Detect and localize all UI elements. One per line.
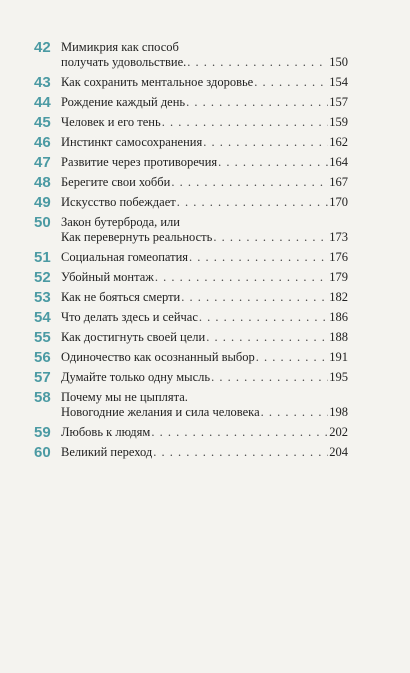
dot-leader xyxy=(199,310,328,325)
dot-leader xyxy=(261,405,329,420)
chapter-number: 56 xyxy=(34,349,51,366)
chapter-number: 42 xyxy=(34,39,51,56)
chapter-title-block xyxy=(61,135,348,150)
chapter-number: 48 xyxy=(34,174,51,191)
chapter-number: 50 xyxy=(34,214,51,231)
chapter-number: 51 xyxy=(34,249,51,266)
chapter-number: 43 xyxy=(34,74,51,91)
dot-leader xyxy=(177,195,329,210)
chapter-title-line xyxy=(61,175,348,190)
page-number: 195 xyxy=(329,370,348,384)
chapter-title: Что делать здесь и сейчас xyxy=(61,310,198,324)
page-number: 186 xyxy=(329,310,348,324)
toc-entry xyxy=(34,270,348,285)
dot-leader xyxy=(218,155,328,170)
page-number: 157 xyxy=(329,95,348,109)
chapter-title-block xyxy=(61,215,348,245)
page-number: 173 xyxy=(329,230,348,244)
chapter-title-line xyxy=(61,40,348,55)
chapter-number: 44 xyxy=(34,94,51,111)
toc-entry xyxy=(34,310,348,325)
chapter-title-block xyxy=(61,445,348,460)
toc-entry xyxy=(34,445,348,460)
chapter-title-block xyxy=(61,310,348,325)
chapter-number: 59 xyxy=(34,424,51,441)
chapter-title: Как не бояться смерти xyxy=(61,290,181,304)
chapter-title-block xyxy=(61,175,348,190)
chapter-title-line xyxy=(61,75,348,90)
toc-entry xyxy=(34,250,348,265)
chapter-title: Искусство побеждает xyxy=(61,195,176,209)
chapter-title-line xyxy=(61,215,348,230)
chapter-title-block xyxy=(61,425,348,440)
dot-leader xyxy=(254,75,328,90)
chapter-title-block xyxy=(61,250,348,265)
toc-entry xyxy=(34,40,348,70)
chapter-number: 49 xyxy=(34,194,51,211)
dot-leader xyxy=(162,115,329,130)
page-number: 182 xyxy=(329,290,348,304)
chapter-title-line xyxy=(61,230,348,245)
toc-entry xyxy=(34,175,348,190)
dot-leader xyxy=(189,250,328,265)
chapter-title: Мимикрия как способ xyxy=(61,40,179,54)
chapter-number: 47 xyxy=(34,154,51,171)
chapter-title: Почему мы не цыплята. xyxy=(61,390,188,404)
chapter-title-block xyxy=(61,270,348,285)
chapter-title-line xyxy=(61,370,348,385)
chapter-title: Развитие через противоречия xyxy=(61,155,218,169)
chapter-title: Великий переход xyxy=(61,445,153,459)
chapter-number: 46 xyxy=(34,134,51,151)
dot-leader xyxy=(206,330,328,345)
chapter-title-line xyxy=(61,425,348,440)
dot-leader xyxy=(155,270,328,285)
chapter-title-line xyxy=(61,330,348,345)
chapter-title-line xyxy=(61,115,348,130)
chapter-title-line xyxy=(61,95,348,110)
page-number: 204 xyxy=(329,445,348,459)
chapter-title-line xyxy=(61,390,348,405)
dot-leader xyxy=(256,350,328,365)
chapter-title-line xyxy=(61,195,348,210)
chapter-number: 57 xyxy=(34,369,51,386)
chapter-title-line xyxy=(61,55,348,70)
chapter-title-line xyxy=(61,290,348,305)
chapter-title-line xyxy=(61,155,348,170)
dot-leader xyxy=(153,445,328,460)
chapter-title-block xyxy=(61,75,348,90)
chapter-title-block xyxy=(61,155,348,170)
chapter-title-block xyxy=(61,390,348,420)
chapter-number: 54 xyxy=(34,309,51,326)
toc-entry xyxy=(34,350,348,365)
chapter-number: 52 xyxy=(34,269,51,286)
toc-entry xyxy=(34,390,348,420)
chapter-title-block xyxy=(61,290,348,305)
chapter-title-block xyxy=(61,115,348,130)
chapter-title: Как сохранить ментальное здоровье xyxy=(61,75,254,89)
dot-leader xyxy=(151,425,328,440)
dot-leader xyxy=(186,95,328,110)
page-number: 176 xyxy=(329,250,348,264)
chapter-title: Думайте только одну мысль xyxy=(61,370,211,384)
chapter-title: Любовь к людям xyxy=(61,425,151,439)
chapter-number: 58 xyxy=(34,389,51,406)
dot-leader xyxy=(203,135,328,150)
chapter-title-block xyxy=(61,195,348,210)
chapter-title: Убойный монтаж xyxy=(61,270,154,284)
dot-leader xyxy=(181,290,328,305)
chapter-title-line xyxy=(61,405,348,420)
dot-leader xyxy=(213,230,328,245)
chapter-title-line xyxy=(61,135,348,150)
chapter-title: Закон бутерброда, или xyxy=(61,215,180,229)
toc-entry xyxy=(34,290,348,305)
chapter-number: 45 xyxy=(34,114,51,131)
chapter-title: Новогодние желания и сила человека xyxy=(61,405,260,419)
page-number: 154 xyxy=(329,75,348,89)
chapter-title: Берегите свои хобби xyxy=(61,175,171,189)
toc-entry xyxy=(34,75,348,90)
chapter-title-block xyxy=(61,350,348,365)
chapter-title: получать удовольствие. xyxy=(61,55,187,69)
chapter-title-line xyxy=(61,310,348,325)
chapter-title: Социальная гомеопатия xyxy=(61,250,189,264)
chapter-title: Человек и его тень xyxy=(61,115,161,129)
page-number: 191 xyxy=(329,350,348,364)
page-number: 179 xyxy=(329,270,348,284)
toc-entry xyxy=(34,195,348,210)
page-number: 167 xyxy=(329,175,348,189)
page-number: 162 xyxy=(329,135,348,149)
toc-entry xyxy=(34,330,348,345)
toc-entry xyxy=(34,155,348,170)
chapter-title: Как достигнуть своей цели xyxy=(61,330,206,344)
toc-entry xyxy=(34,425,348,440)
chapter-number: 53 xyxy=(34,289,51,306)
toc-entry xyxy=(34,95,348,110)
page-number: 159 xyxy=(329,115,348,129)
chapter-number: 60 xyxy=(34,444,51,461)
page-number: 164 xyxy=(329,155,348,169)
page-number: 202 xyxy=(329,425,348,439)
page-number: 150 xyxy=(329,55,348,69)
toc-entry xyxy=(34,215,348,245)
dot-leader xyxy=(211,370,328,385)
dot-leader xyxy=(187,55,328,70)
chapter-title-line xyxy=(61,350,348,365)
toc-entry xyxy=(34,115,348,130)
dot-leader xyxy=(171,175,328,190)
page-number: 198 xyxy=(329,405,348,419)
page-number: 188 xyxy=(329,330,348,344)
chapter-title-line xyxy=(61,445,348,460)
page-number: 170 xyxy=(329,195,348,209)
chapter-title-block xyxy=(61,330,348,345)
chapter-title: Как перевернуть реальность xyxy=(61,230,213,244)
chapter-title-line xyxy=(61,270,348,285)
toc-entry xyxy=(34,135,348,150)
toc-entry xyxy=(34,370,348,385)
chapter-title-block xyxy=(61,40,348,70)
table-of-contents xyxy=(34,40,348,465)
chapter-number: 55 xyxy=(34,329,51,346)
chapter-title-block xyxy=(61,370,348,385)
chapter-title: Рождение каждый день xyxy=(61,95,186,109)
chapter-title-line xyxy=(61,250,348,265)
chapter-title-block xyxy=(61,95,348,110)
chapter-title: Одиночество как осознанный выбор xyxy=(61,350,255,364)
chapter-title: Инстинкт самосохранения xyxy=(61,135,203,149)
